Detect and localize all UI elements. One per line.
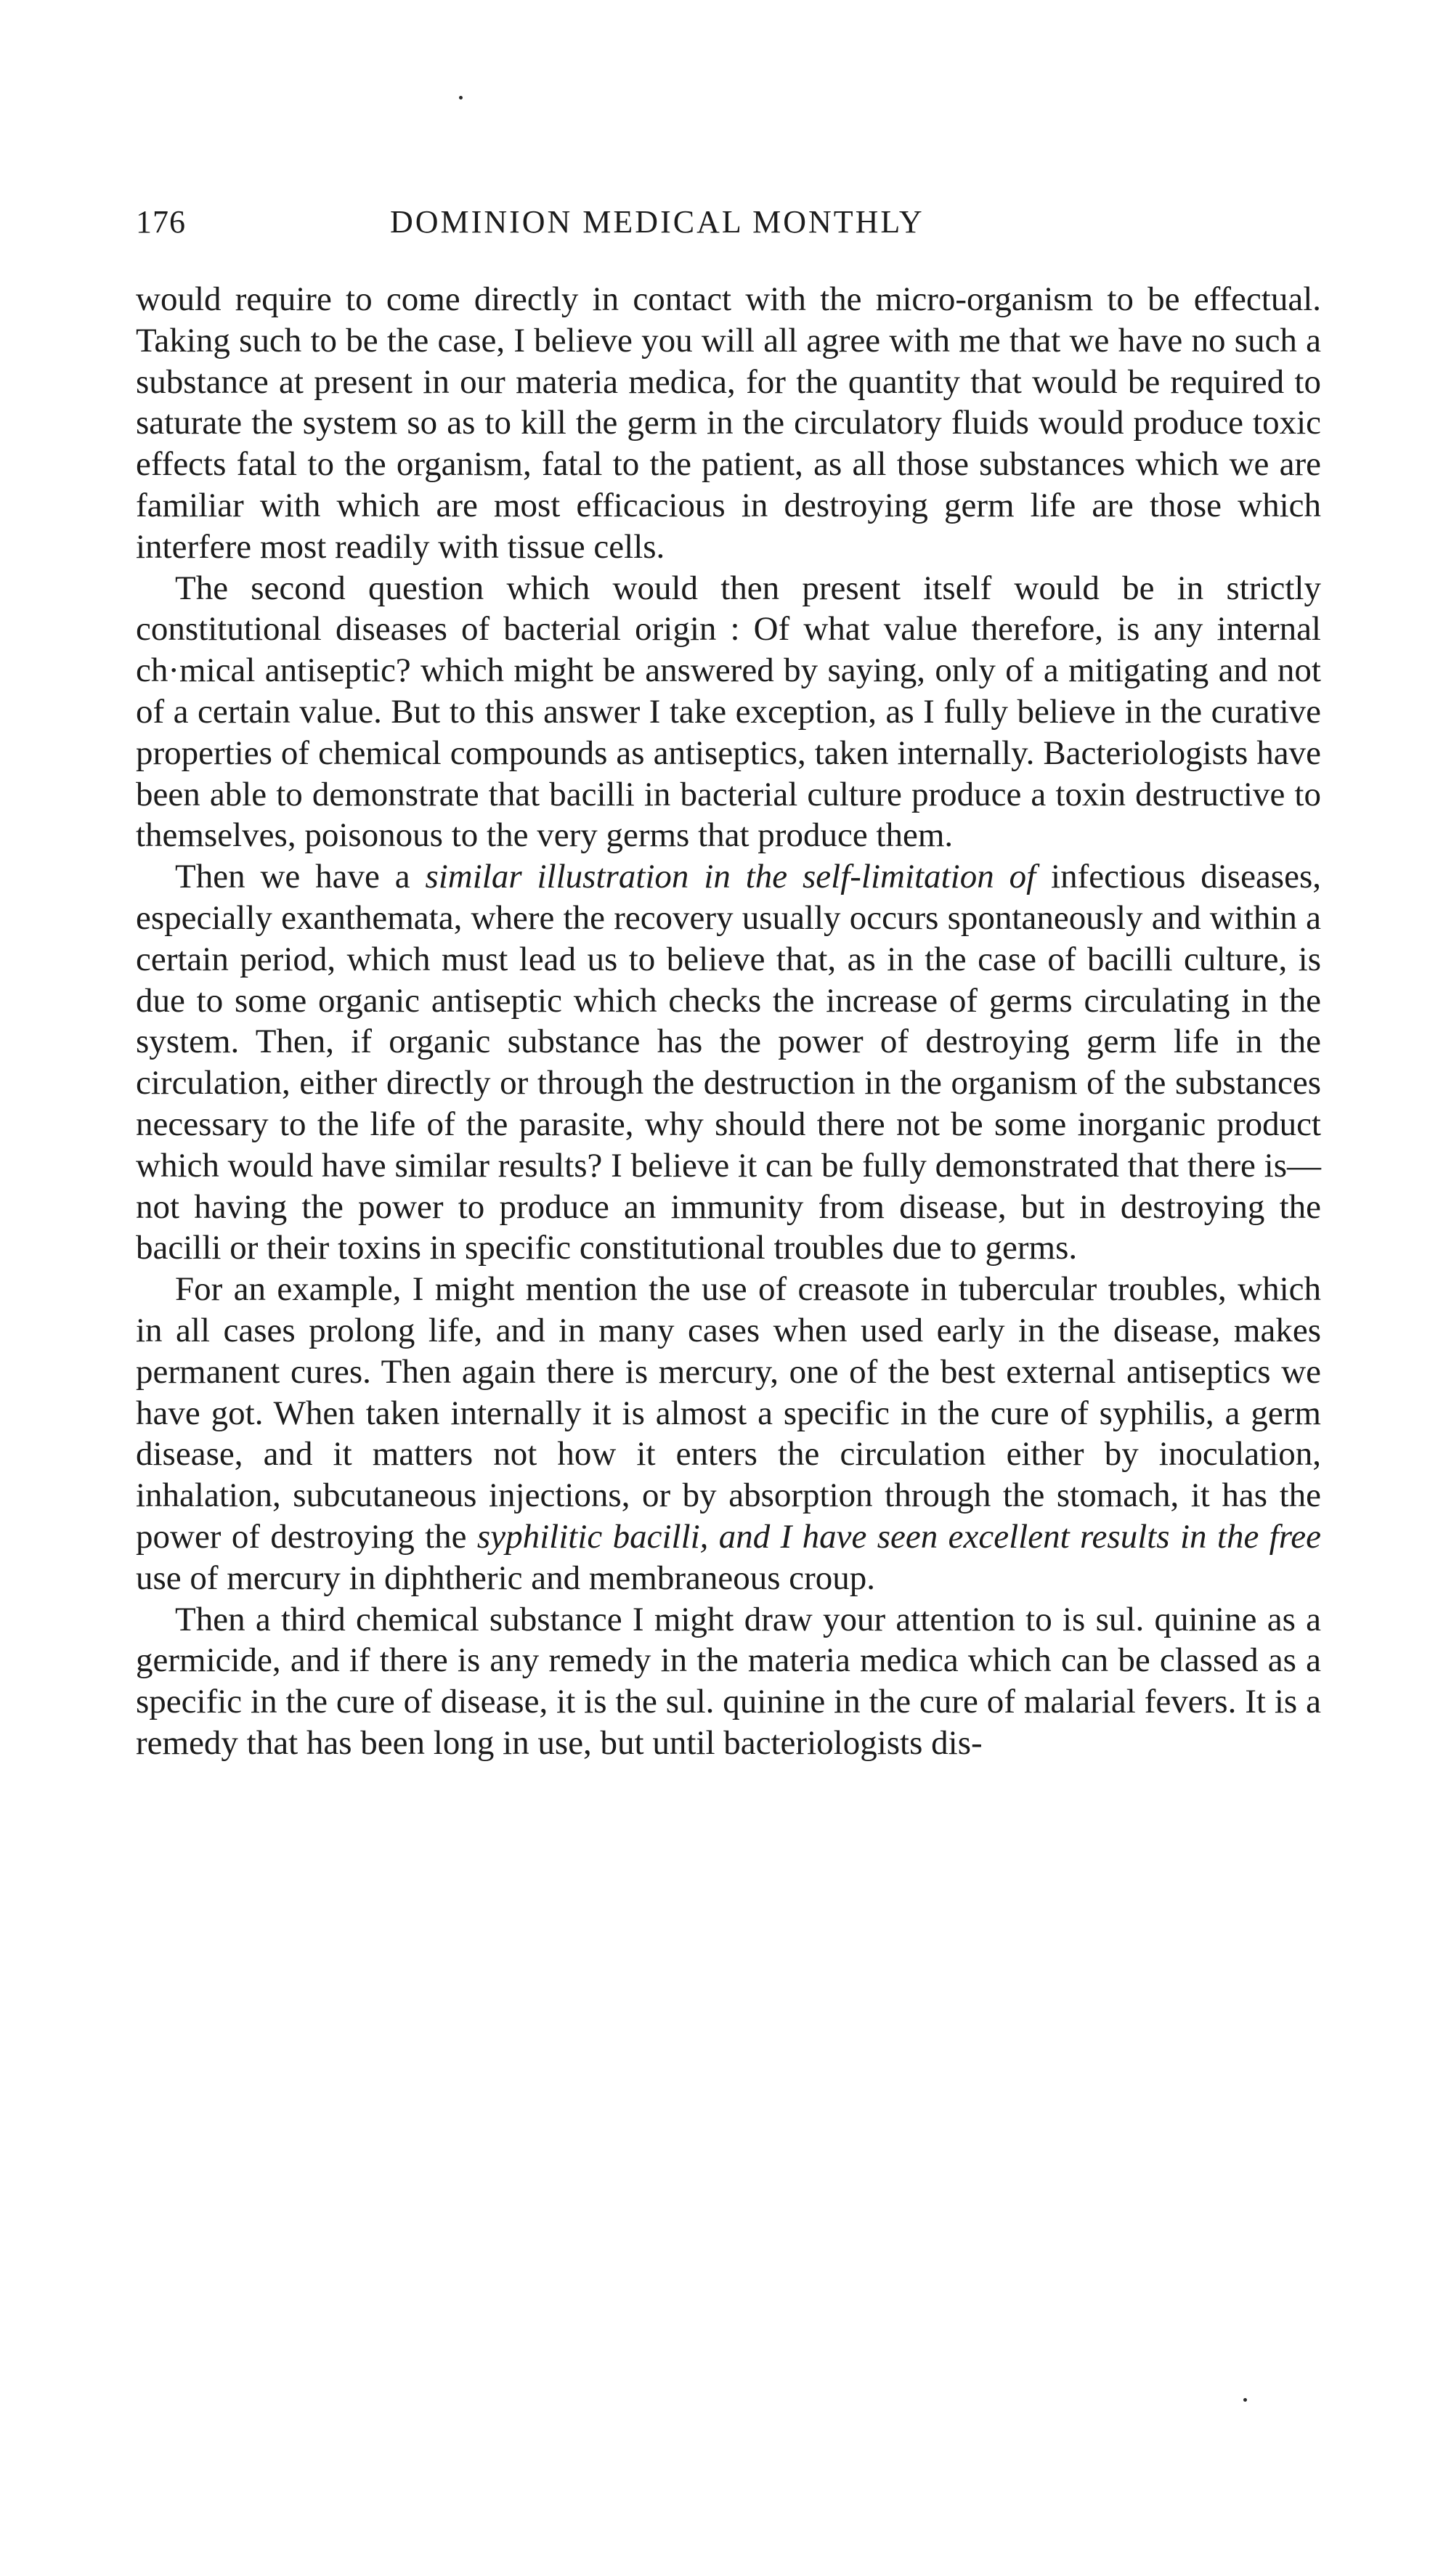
paragraph-3-italic: similar illustration in the self-limitation of — [425, 858, 1036, 896]
print-speck — [1243, 2398, 1247, 2402]
body-text — [136, 279, 1321, 1764]
paragraph-1: would require to come directly in contact with the micro-organism to be effectual. Taking such to be the case, I believe you will all agree with me that we have no such a substance at present in our materia medica, for the quantity that would be required to saturate the system so as to kill the germ in the circulatory fluids would produce toxic effects fatal to the organism, fatal to the patient, as all those substances which we are familiar with which are most efficacious in destroying germ life are those which interfere most readily with tissue cells. — [136, 280, 1321, 566]
paragraph-3 — [136, 856, 1321, 1269]
paragraph-4-rest: use of mercury in diphtheric and membraneous croup. — [136, 1559, 876, 1597]
paragraph-4 — [136, 1269, 1321, 1598]
page-header — [136, 203, 1327, 247]
paragraph-4-lead: For an example, I might mention the use of creasote in tubercular troubles, which in all cases prolong life, and in many cases when used early in the disease, makes permanent cures. Then again there is mercury, one of the best external antiseptics we have got. When taken internally it is almost a specific in the cure of syphilis, a germ disease, and it matters not how it enters the circulation either by inoculation, inhalation, subcutaneous injections, or by absorption through the stomach, it has the power of destroying the — [136, 1270, 1321, 1556]
paragraph-4-italic: syphilitic bacilli, and I have seen excellent results in the free — [476, 1517, 1322, 1556]
page-number: 176 — [136, 204, 186, 240]
running-head: DOMINION MEDICAL MONTHLY — [390, 204, 925, 240]
print-speck — [459, 96, 463, 99]
paragraph-2: The second question which would then present itself would be in strictly constitutional diseases of bacterial origin : Of what value therefore, is any internal ch·mical antiseptic? which might be answered by saying, only of a mitigating and not of a certain value. But to this answer I take exception, as I fully believe in the curative properties of chemical compounds as antiseptics, taken internally. Bacteriologists have been able to demonstrate that bacilli in bacterial culture produce a toxin destructive to themselves, poisonous to the very germs that produce them. — [136, 569, 1321, 855]
paragraph-3-rest: infectious diseases, especially exanthemata, where the recovery usually occurs spontaneously and within a certain period, which must lead us to believe that, as in the case of bacilli culture, is due to some organic antiseptic which checks the increase of germs circulating in the system. Then, if organic substance has the power of destroying germ life in the circulation, either directly or through the destruction in the organism of the substances necessary to the life of the parasite, why should there not be some inorganic product which would have similar results? I believe it can be fully demonstrated that there is—not having the power to produce an immunity from disease, but in destroying the bacilli or their toxins in specific constitutional troubles due to germs. — [136, 858, 1321, 1267]
paragraph-3-lead: Then we have a — [175, 858, 426, 896]
paragraph-5: Then a third chemical substance I might draw your attention to is sul. quinine as a germicide, and if there is any remedy in the materia medica which can be classed as a specific in the cure of disease, it is the sul. quinine in the cure of malarial fevers. It is a remedy that has been long in use, but until bacteriologists dis- — [136, 1600, 1321, 1762]
